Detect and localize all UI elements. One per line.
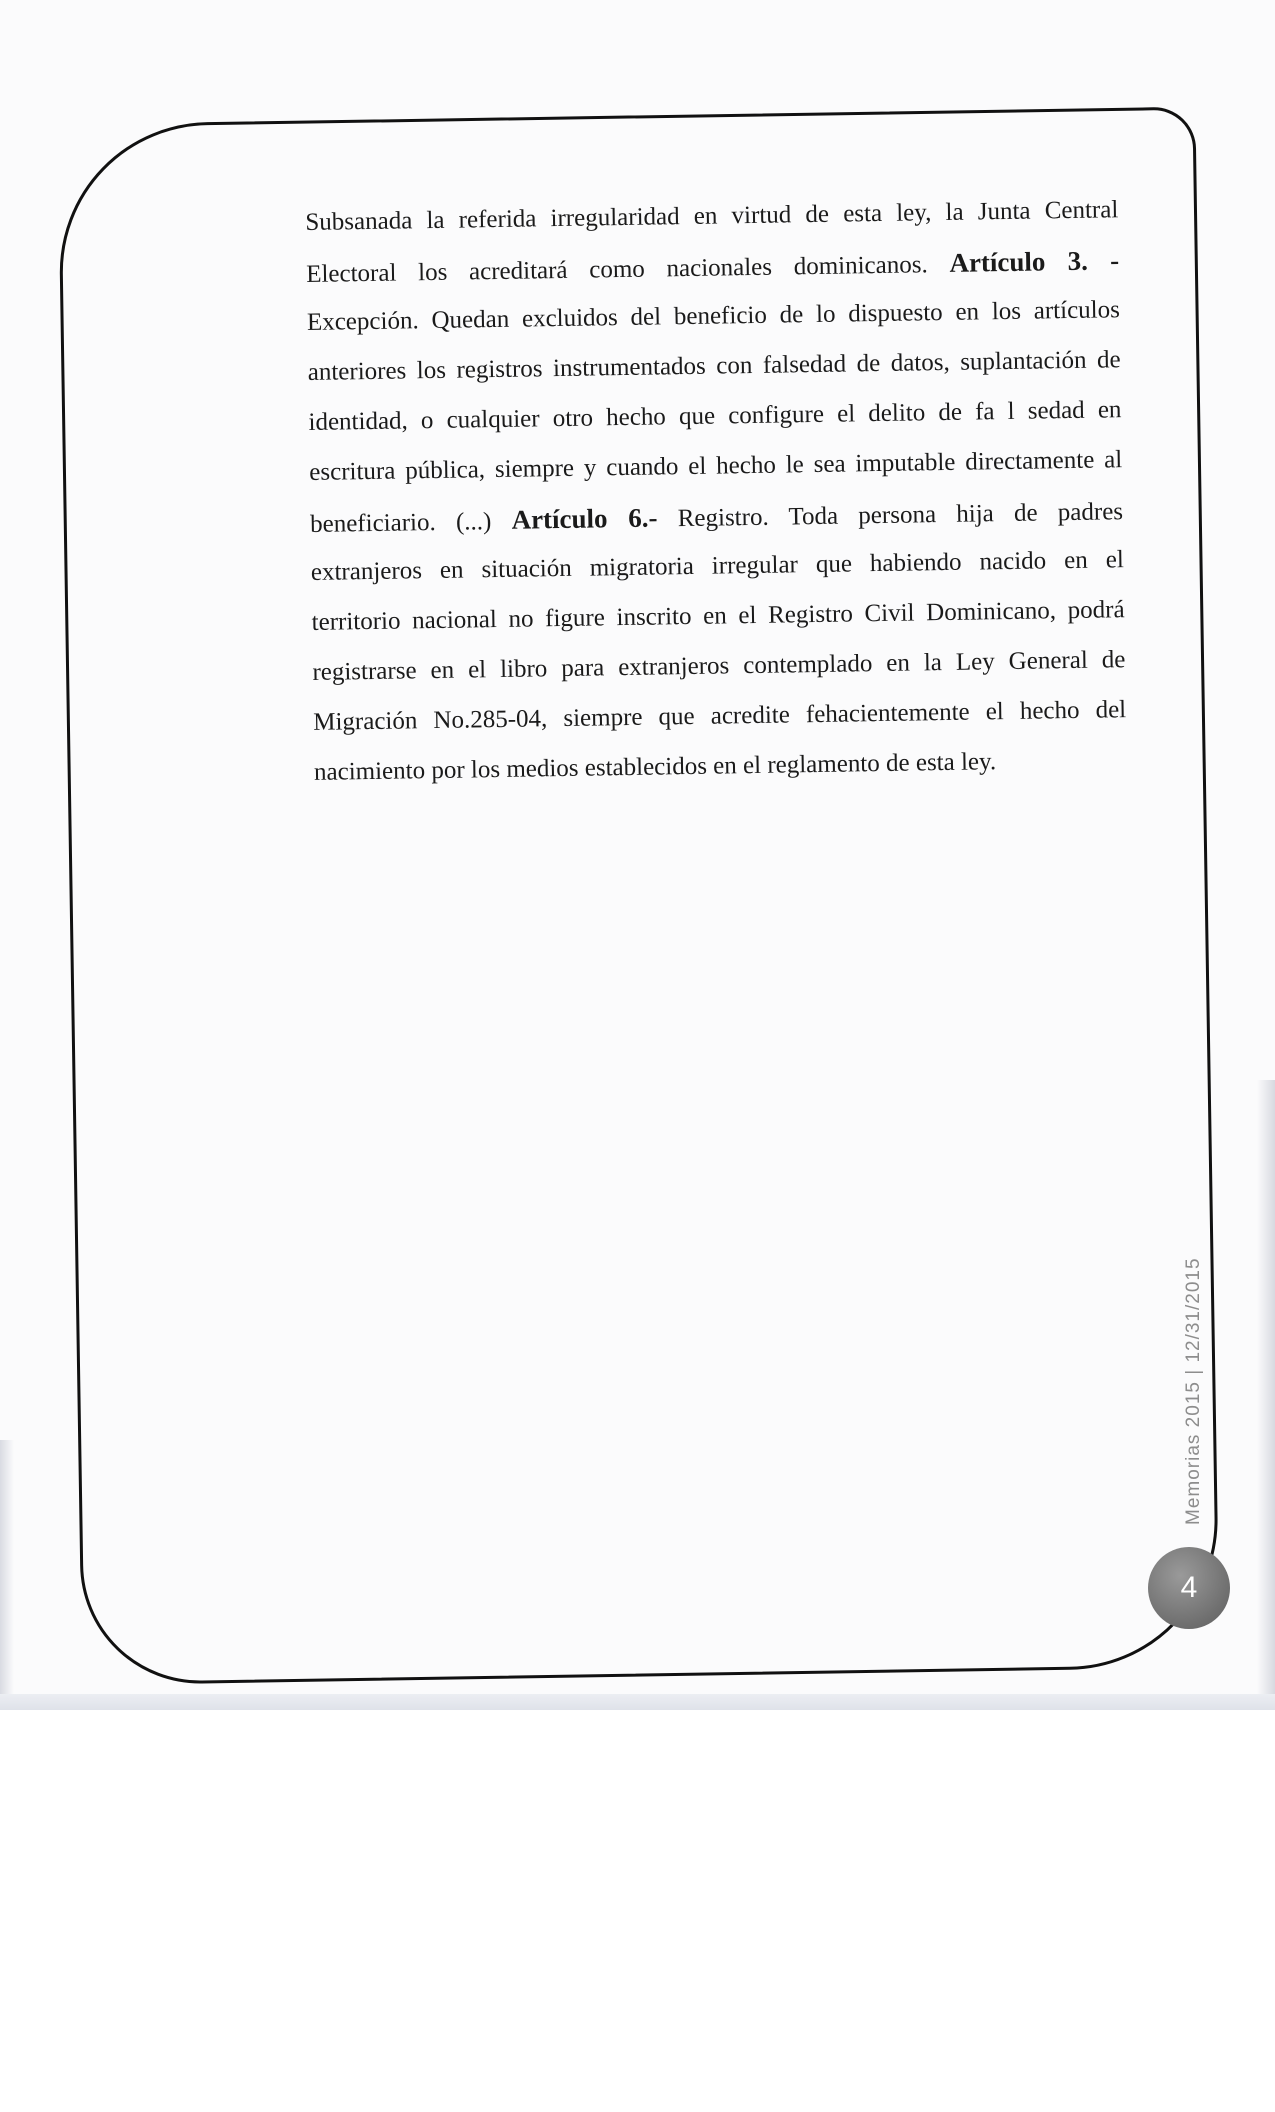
scan-bottom-edge — [0, 1694, 1275, 1710]
text-segment: registrarse en el libro para extranjeros contemplado en la Ley General de — [312, 646, 1126, 686]
text-segment: Registro. Toda persona hija de padres — [657, 498, 1124, 533]
page-number-badge — [1148, 1547, 1230, 1629]
page-number: 4 — [1180, 1571, 1198, 1604]
text-segment: Electoral los acreditará como nacionales dominicanos. — [305, 250, 950, 288]
scan-right-shadow — [1257, 1080, 1275, 1708]
text-segment: Subsanada la referida irregularidad en virtud de esta ley, la Junta Central — [305, 196, 1119, 236]
text-segment: extranjeros en situación migratoria irregular que habiendo nacido en el — [310, 546, 1124, 586]
body-text — [305, 185, 1127, 798]
text-segment: identidad, o cualquier otro hecho que configure el delito de fa l sedad en — [308, 396, 1122, 436]
text-segment: Excepción. Quedan excluidos del beneficio de lo dispuesto en los artículos — [306, 296, 1121, 336]
text-segment: nacimiento por los medios establecidos en el reglamento de esta ley. — [313, 748, 997, 786]
text-segment: anteriores los registros instrumentados con falsedad de datos, suplantación de — [307, 346, 1121, 386]
text-segment: beneficiario. (...) — [309, 507, 512, 538]
article-heading: Artículo 6.- — [511, 502, 658, 535]
scan-left-shadow — [0, 1440, 14, 1708]
text-segment: Migración No.285-04, siempre que acredite fehacientemente el hecho del — [313, 696, 1127, 736]
text-segment: territorio nacional no figure inscrito en el Registro Civil Dominicano, podrá — [311, 596, 1125, 636]
article-heading: Artículo 3. - — [949, 245, 1120, 278]
footer-memorias-date: Memorias 2015 | 12/31/2015 — [1183, 1257, 1204, 1525]
text-segment: escritura pública, siempre y cuando el hecho le sea imputable directamente al — [309, 446, 1123, 486]
